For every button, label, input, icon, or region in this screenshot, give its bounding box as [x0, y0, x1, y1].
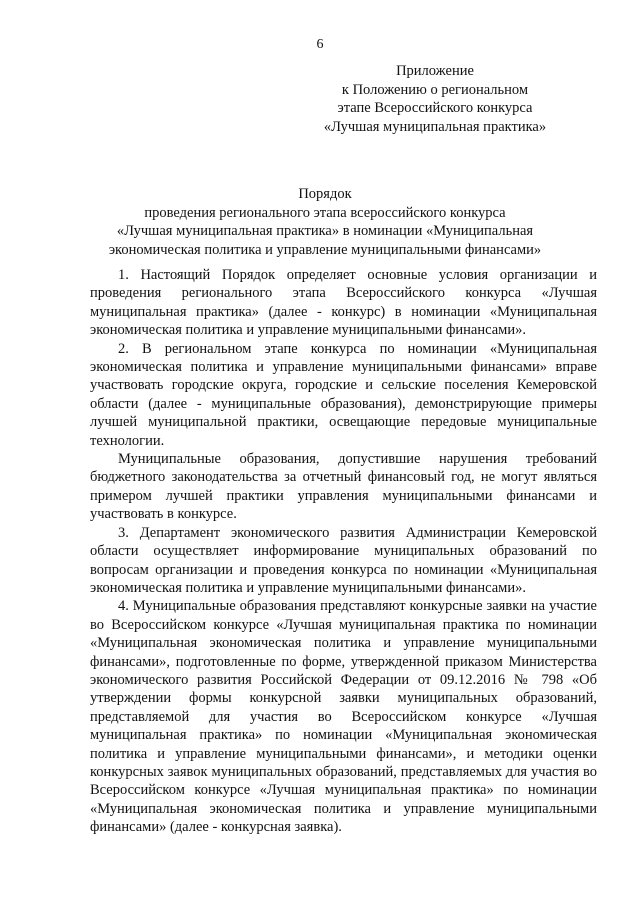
document-title [60, 185, 590, 259]
appendix-line: «Лучшая муниципальная практика» [323, 118, 547, 135]
appendix-header [290, 62, 580, 136]
document-body [90, 266, 597, 837]
paragraph-1: 1. Настоящий Порядок определяет основные условия организации и проведения регионального этапа Всероссийского конкурса «Лучшая муниципальная практика» (далее - конкурс) в номинации «Муниципальная экономическая политика и управление муниципальными финансами». [90, 267, 597, 339]
title-line: Порядок [298, 186, 352, 202]
title-line: «Лучшая муниципальная практика» в номинации «Муниципальная [116, 223, 534, 239]
title-line: экономическая политика и управление муниципальными финансами» [108, 241, 542, 258]
paragraph-2: 2. В региональном этапе конкурса по номинации «Муниципальная экономическая политика и управление муниципальными финансами» вправе участвовать городские округа, городские и сельские поселения Кемеровской области (далее - муниципальные образования), демонстрирующие примеры лучшей муниципальной практики, освещающие передовые муниципальные технологии. [90, 340, 597, 449]
appendix-line: к Положению о региональном [341, 81, 529, 98]
title-line: проведения регионального этапа всероссийского конкурса [144, 204, 506, 221]
paragraph-4: 3. Департамент экономического развития Администрации Кемеровской области осуществляет информирование муниципальных образований по вопросам организации и проведения конкурса по номинации «Муниципальная экономическая политика и управление муниципальными финансами». [90, 524, 597, 596]
paragraph-5: 4. Муниципальные образования представляют конкурсные заявки на участие во Всероссийском конкурсе «Лучшая муниципальная практика по номинации «Муниципальная экономическая политика и управление муниципальными финансами», подготовленные по форме, утвержденной приказом Министерства экономического развития Российской Федерации от 09.12.2016 № 798 «Об утверждении формы конкурсной заявки муниципальных образований, представляемой для участия во Всероссийском конкурсе «Лучшая муниципальная практика» по номинации «Муниципальная экономическая политика и управление муниципальными финансами», и методики оценки конкурсных заявок муниципальных образований, представляемых для участия во Всероссийском конкурсе «Лучшая муниципальная практика» по номинации «Муниципальная экономическая политика и управление муниципальными финансами» (далее - конкурсная заявка). [90, 598, 597, 836]
appendix-line: этапе Всероссийского конкурса [337, 100, 533, 116]
paragraph-3: Муниципальные образования, допустившие нарушения требований бюджетного законодательства за отчетный финансовый год, не могут являться примером лучшей практики управления муниципальными финансами и участвовать в конкурсе. [90, 451, 597, 523]
appendix-line: Приложение [396, 63, 474, 79]
page-number: 6 [316, 37, 324, 52]
